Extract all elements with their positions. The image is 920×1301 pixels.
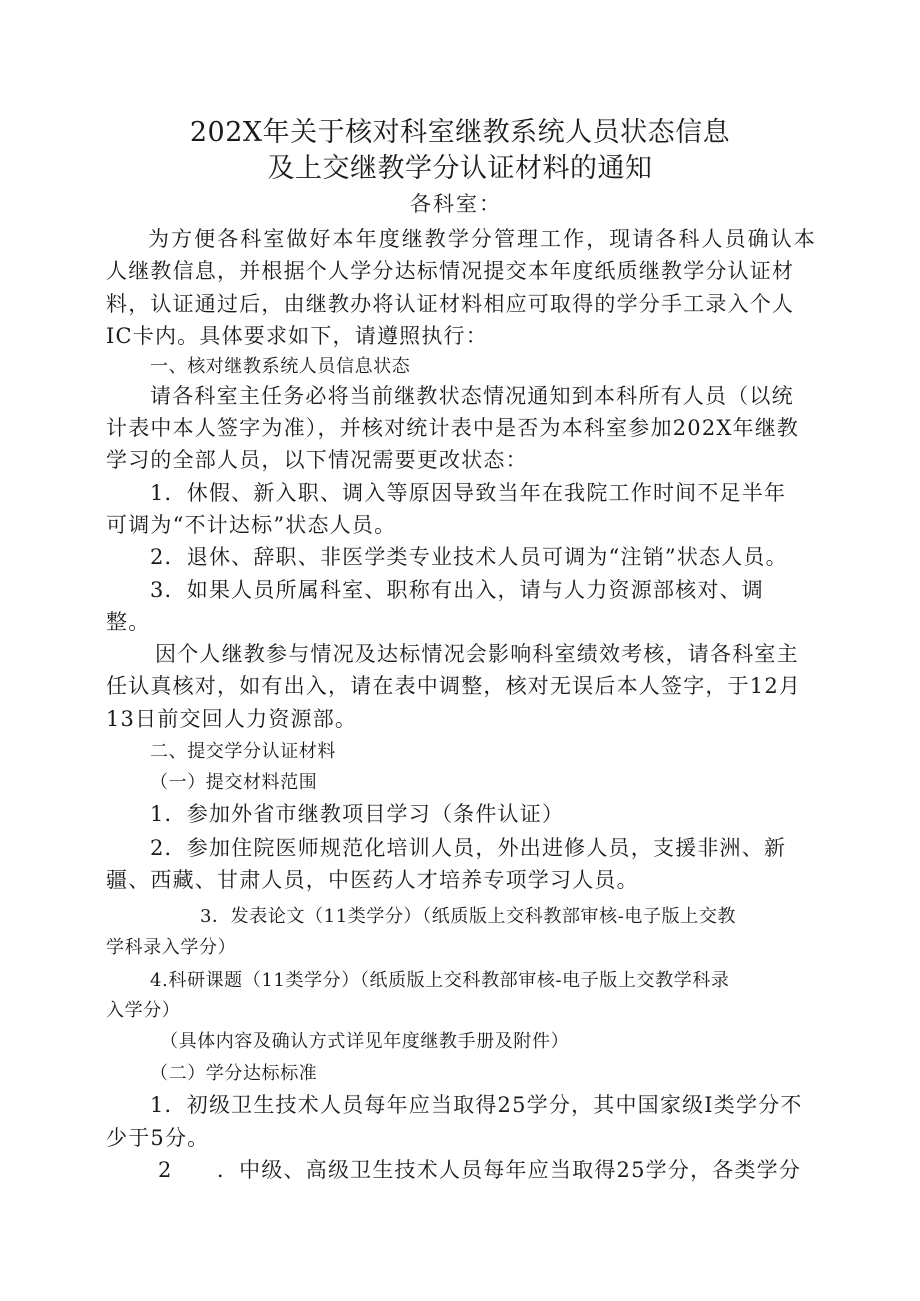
- paragraph-line: 料，认证通过后，由继教办将认证材料相应可取得的学分手工录入个人: [106, 292, 795, 316]
- paragraph-line: 整。: [106, 610, 151, 634]
- list-item: 3．发表论文（11类学分）（纸质版上交科教部审核-电子版上交教: [200, 906, 737, 927]
- list-item: 3．如果人员所属科室、职称有出入，请与人力资源部核对、调: [150, 578, 764, 602]
- paragraph-line: 因个人继教参与情况及达标情况会影响科室绩效考核，请各科室主: [155, 642, 799, 666]
- paragraph-line: 计表中本人签字为准），并核对统计表中是否为本科室参加202X年继教: [106, 416, 800, 440]
- subsection-heading: （二）学分达标标准: [150, 1063, 318, 1084]
- list-item: 2．退休、辞职、非医学类专业技术人员可调为“注销”状态人员。: [150, 545, 788, 569]
- paragraph-line: 学习的全部人员，以下情况需要更改状态：: [106, 448, 528, 472]
- subsection-heading: （一）提交材料范围: [150, 772, 318, 793]
- list-item: 1．参加外省市继教项目学习（条件认证）: [150, 802, 565, 826]
- salutation: 各科室：: [410, 192, 502, 216]
- paragraph-line: 13日前交回人力资源部。: [106, 707, 358, 731]
- paragraph-line: 学科录入学分）: [106, 937, 237, 958]
- list-item: 1．初级卫生技术人员每年应当取得25学分，其中国家级I类学分不: [150, 1093, 803, 1117]
- paragraph-line: 入学分）: [106, 1000, 181, 1021]
- document-title-line-1: 202X年关于核对科室继教系统人员状态信息: [189, 117, 731, 148]
- document-title-line-2: 及上交继教学分认证材料的通知: [267, 153, 653, 184]
- list-item: 2．参加住院医师规范化培训人员，外出进修人员，支援非洲、新: [150, 836, 787, 860]
- paragraph-line: 请各科室主任务必将当前继教状态情况通知到本科所有人员（以统: [150, 384, 794, 408]
- paragraph-line: 可调为“不计达标”状态人员。: [106, 513, 397, 537]
- paragraph-line: 任认真核对，如有出入，请在表中调整，核对无误后本人签字，于12月: [106, 674, 802, 698]
- note-line: （具体内容及确认方式详见年度继教手册及附件）: [160, 1031, 570, 1052]
- section-heading: 二、提交学分认证材料: [150, 741, 336, 762]
- paragraph-line: 疆、西藏、甘肃人员，中医药人才培养专项学习人员。: [106, 868, 639, 892]
- list-item: 4.科研课题（11类学分）（纸质版上交科教部审核-电子版上交教学科录: [150, 970, 730, 991]
- list-item: 2 ．中级、高级卫生技术人员每年应当取得25学分，各类学分: [158, 1158, 802, 1182]
- paragraph-line: 为方便各科室做好本年度继教学分管理工作，现请各科人员确认本: [148, 227, 816, 251]
- list-item: 1．休假、新入职、调入等原因导致当年在我院工作时间不足半年: [150, 481, 787, 505]
- paragraph-line: IC卡内。具体要求如下，请遵照执行：: [106, 324, 488, 348]
- paragraph-line: 人继教信息，并根据个人学分达标情况提交本年度纸质继教学分认证材: [106, 259, 795, 283]
- section-heading: 一、核对继教系统人员信息状态: [150, 356, 411, 377]
- paragraph-line: 少于5分。: [106, 1126, 210, 1150]
